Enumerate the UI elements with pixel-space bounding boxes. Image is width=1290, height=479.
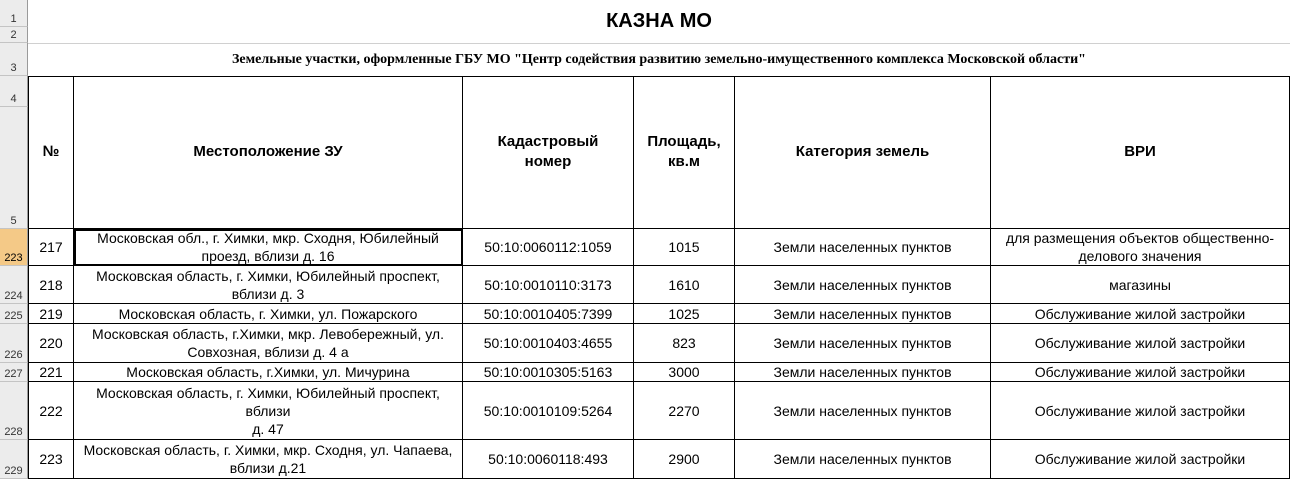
- cell-location[interactable]: Московская область, г.Химки, ул. Мичурина: [74, 363, 463, 382]
- cell-vri[interactable]: Обслуживание жилой застройки: [991, 363, 1290, 382]
- cell-category[interactable]: Земли населенных пунктов: [735, 304, 991, 324]
- cell-location[interactable]: Московская область, г. Химки, ул. Пожарского: [74, 304, 463, 324]
- row-header-5[interactable]: 5: [0, 107, 28, 229]
- cell-cadastral[interactable]: 50:10:0060118:493: [463, 440, 634, 479]
- cell-area[interactable]: 823: [634, 324, 735, 363]
- cell-category[interactable]: Земли населенных пунктов: [735, 440, 991, 479]
- cell-vri[interactable]: Обслуживание жилой застройки: [991, 440, 1290, 479]
- cell-num[interactable]: 217: [28, 229, 74, 266]
- cell-vri[interactable]: для размещения объектов общественно-делового значения: [991, 229, 1290, 266]
- cell-vri[interactable]: Обслуживание жилой застройки: [991, 304, 1290, 324]
- cell-category[interactable]: Земли населенных пунктов: [735, 229, 991, 266]
- cell-category[interactable]: Земли населенных пунктов: [735, 363, 991, 382]
- row-header[interactable]: 225: [0, 304, 28, 324]
- header-location[interactable]: Местоположение ЗУ: [74, 76, 463, 229]
- cell-area[interactable]: 3000: [634, 363, 735, 382]
- cell-area[interactable]: 1015: [634, 229, 735, 266]
- cell-area[interactable]: 1610: [634, 266, 735, 304]
- row-header-2[interactable]: 2: [0, 27, 28, 43]
- cell-category[interactable]: Земли населенных пунктов: [735, 382, 991, 440]
- cell-vri[interactable]: Обслуживание жилой застройки: [991, 382, 1290, 440]
- row-header[interactable]: 227: [0, 363, 28, 382]
- cell-location[interactable]: Московская область, г. Химки, мкр. Сходня, ул. Чапаева, вблизи д.21: [74, 440, 463, 479]
- cell-area[interactable]: 2270: [634, 382, 735, 440]
- cell-cadastral[interactable]: 50:10:0010305:5163: [463, 363, 634, 382]
- cell-location[interactable]: Московская область, г. Химки, Юбилейный проспект, вблизи д. 3: [74, 266, 463, 304]
- cell-vri[interactable]: магазины: [991, 266, 1290, 304]
- row-header-4[interactable]: 4: [0, 76, 28, 107]
- cell-location[interactable]: Московская область, г.Химки, мкр. Левобережный, ул. Совхозная, вблизи д. 4 а: [74, 324, 463, 363]
- row-header[interactable]: 226: [0, 324, 28, 363]
- cell-category[interactable]: Земли населенных пунктов: [735, 324, 991, 363]
- cell-vri[interactable]: Обслуживание жилой застройки: [991, 324, 1290, 363]
- cell-num[interactable]: 222: [28, 382, 74, 440]
- cell-area[interactable]: 1025: [634, 304, 735, 324]
- cell-location[interactable]: Московская обл., г. Химки, мкр. Сходня, Юбилейный проезд, вблизи д. 16: [74, 229, 463, 266]
- cell-cadastral[interactable]: 50:10:0010109:5264: [463, 382, 634, 440]
- cell-num[interactable]: 220: [28, 324, 74, 363]
- cell-num[interactable]: 221: [28, 363, 74, 382]
- sheet-subtitle[interactable]: Земельные участки, оформленные ГБУ МО "Центр содействия развитию земельно-имущественного комплекса Московской области": [28, 43, 1290, 77]
- cell-cadastral[interactable]: 50:10:0060112:1059: [463, 229, 634, 266]
- sheet-title[interactable]: КАЗНА МО: [28, 0, 1290, 44]
- header-area[interactable]: Площадь, кв.м: [634, 76, 735, 229]
- cell-cadastral[interactable]: 50:10:0010405:7399: [463, 304, 634, 324]
- cell-location[interactable]: Московская область, г. Химки, Юбилейный проспект, вблизи д. 47: [74, 382, 463, 440]
- cell-num[interactable]: 218: [28, 266, 74, 304]
- cell-num[interactable]: 219: [28, 304, 74, 324]
- cell-cadastral[interactable]: 50:10:0010110:3173: [463, 266, 634, 304]
- cell-cadastral[interactable]: 50:10:0010403:4655: [463, 324, 634, 363]
- cell-category[interactable]: Земли населенных пунктов: [735, 266, 991, 304]
- row-header[interactable]: 228: [0, 382, 28, 440]
- header-vri[interactable]: ВРИ: [991, 76, 1290, 229]
- header-category[interactable]: Категория земель: [735, 76, 991, 229]
- header-num[interactable]: №: [28, 76, 74, 229]
- row-header-1[interactable]: 1: [0, 0, 28, 27]
- row-header[interactable]: 224: [0, 266, 28, 304]
- row-header[interactable]: 229: [0, 440, 28, 479]
- cell-num[interactable]: 223: [28, 440, 74, 479]
- row-header[interactable]: 223: [0, 229, 28, 266]
- header-cadastral[interactable]: Кадастровый номер: [463, 76, 634, 229]
- cell-area[interactable]: 2900: [634, 440, 735, 479]
- row-header-3[interactable]: 3: [0, 43, 28, 76]
